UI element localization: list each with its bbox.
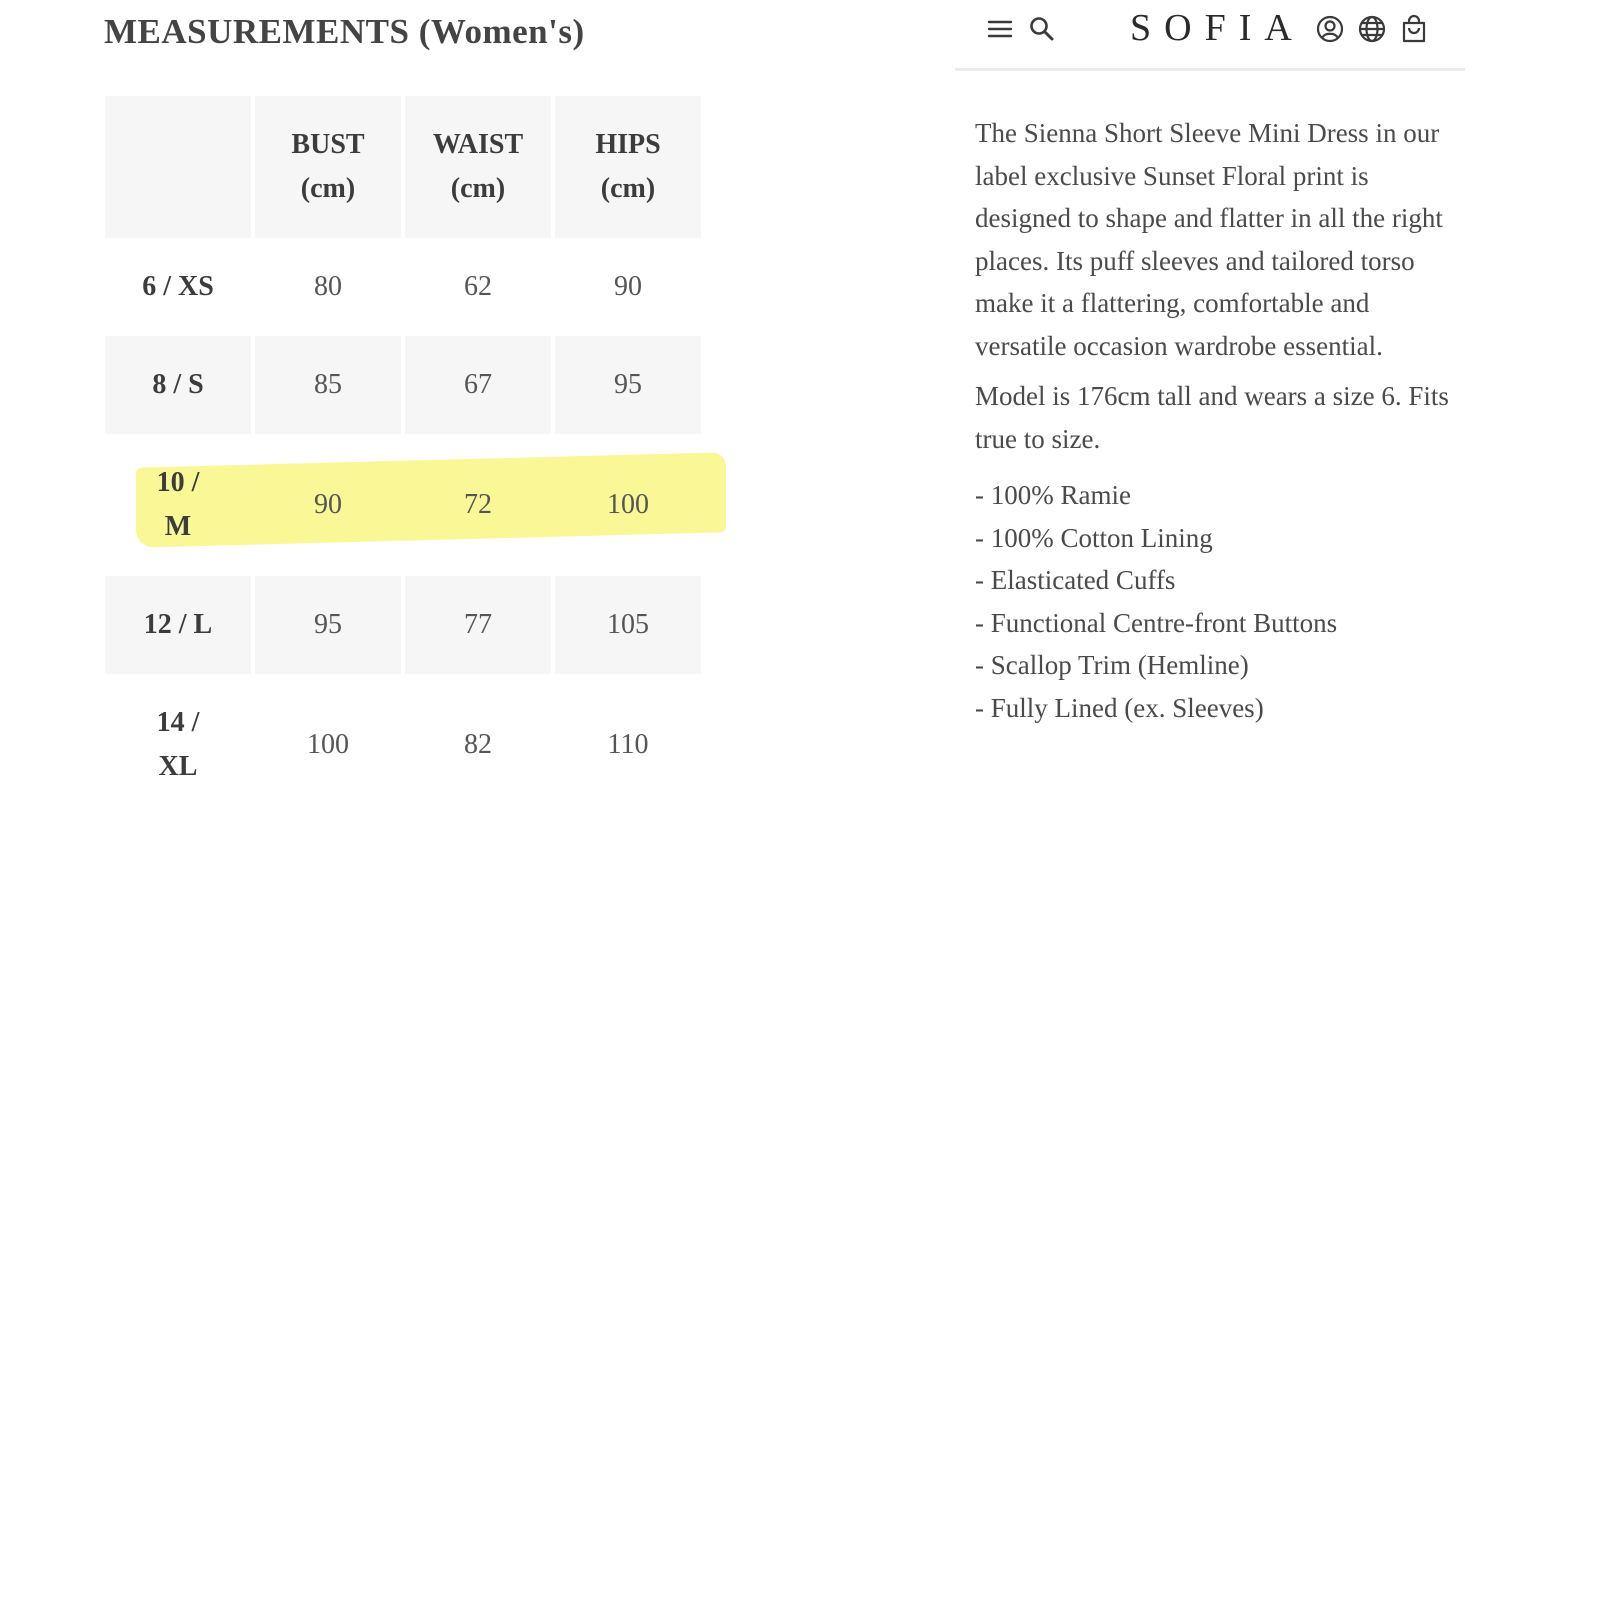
feature-list bbox=[975, 474, 1455, 729]
table-row-highlighted bbox=[105, 434, 705, 576]
bust-cell: 100 bbox=[307, 729, 349, 760]
header-cell-size bbox=[105, 96, 251, 238]
list-item: - Functional Centre-front Buttons bbox=[975, 607, 1338, 638]
list-item: - Elasticated Cuffs bbox=[975, 565, 1176, 595]
size-cell: 10 / M bbox=[156, 467, 200, 542]
size-cell: 8 / S bbox=[105, 336, 251, 434]
shopping-bag-icon[interactable] bbox=[1399, 14, 1429, 44]
header-cell-bust: BUST (cm) bbox=[255, 96, 401, 238]
globe-icon[interactable] bbox=[1357, 14, 1387, 44]
menu-icon[interactable] bbox=[985, 14, 1015, 44]
header-cell-hips: HIPS (cm) bbox=[555, 96, 701, 238]
table-row bbox=[105, 576, 705, 674]
brand-logo[interactable]: SOFIA bbox=[1130, 7, 1305, 49]
waist-cell: 77 bbox=[405, 576, 551, 674]
hips-cell: 95 bbox=[555, 336, 701, 434]
table-row bbox=[105, 674, 705, 816]
account-icon[interactable] bbox=[1315, 14, 1345, 44]
hips-cell: 110 bbox=[607, 729, 649, 760]
waist-cell: 72 bbox=[464, 489, 492, 520]
size-chart-table bbox=[105, 96, 705, 816]
list-item: - Scallop Trim (Hemline) bbox=[975, 650, 1249, 680]
table-row bbox=[105, 336, 705, 434]
table-header-row bbox=[105, 96, 705, 238]
size-cell: 14 / XL bbox=[156, 707, 200, 782]
description-text: The Sienna Short Sleeve Mini Dress in our label exclusive Sunset Floral print is designed to shape and flatter in all the right places. Its puff sleeves and tailored torso make it a flattering, comfortable and versatile occasion wardrobe essential. bbox=[975, 118, 1443, 361]
size-cell: 12 / L bbox=[105, 576, 251, 674]
bust-cell: 80 bbox=[314, 271, 342, 302]
hips-cell: 100 bbox=[607, 489, 649, 520]
waist-cell: 62 bbox=[464, 271, 492, 302]
list-item: - 100% Cotton Lining bbox=[975, 522, 1213, 553]
hips-cell: 90 bbox=[614, 271, 642, 302]
bust-cell: 95 bbox=[255, 576, 401, 674]
list-item: - Fully Lined (ex. Sleeves) bbox=[975, 692, 1264, 723]
bust-cell: 85 bbox=[255, 336, 401, 434]
bust-cell: 90 bbox=[314, 489, 342, 520]
waist-cell: 67 bbox=[405, 336, 551, 434]
store-header bbox=[955, 0, 1465, 71]
header-cell-waist: WAIST (cm) bbox=[405, 96, 551, 238]
fit-note: Model is 176cm tall and wears a size 6. Fits true to size. bbox=[975, 381, 1449, 454]
search-icon[interactable] bbox=[1027, 14, 1057, 44]
waist-cell: 82 bbox=[464, 729, 492, 760]
table-row bbox=[105, 238, 705, 336]
measurements-title: MEASUREMENTS (Women's) bbox=[104, 12, 585, 51]
product-description bbox=[975, 112, 1455, 729]
hips-cell: 105 bbox=[555, 576, 701, 674]
list-item: - 100% Ramie bbox=[975, 480, 1131, 510]
size-cell: 6 / XS bbox=[142, 271, 214, 302]
